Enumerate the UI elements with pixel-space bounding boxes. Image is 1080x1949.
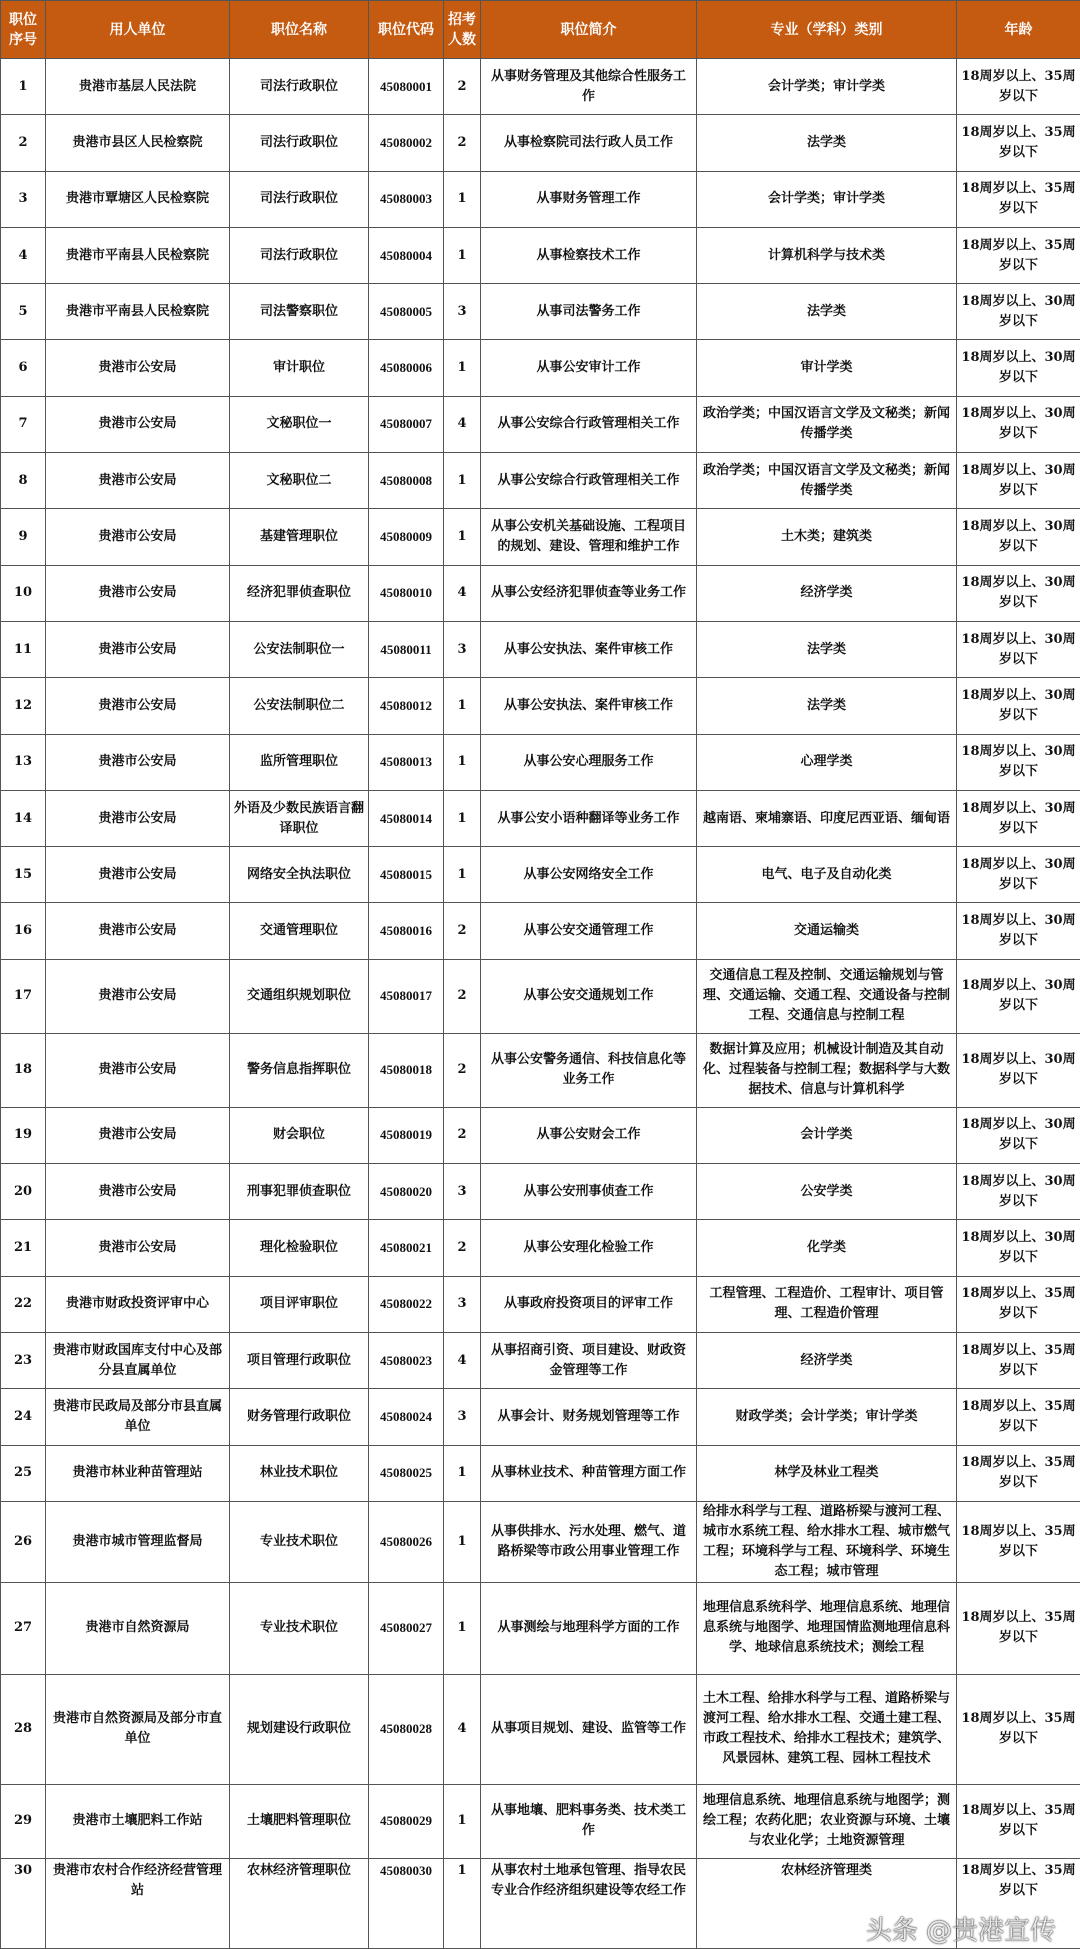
cell-age: 18周岁以上、30周岁以下	[957, 734, 1080, 790]
cell-position: 司法行政职位	[230, 115, 369, 171]
cell-desc: 从事检察技术工作	[481, 227, 697, 283]
cell-age: 18周岁以上、30周岁以下	[957, 1107, 1080, 1163]
cell-position: 文秘职位一	[230, 396, 369, 452]
cell-count: 2	[444, 59, 481, 115]
cell-age: 18周岁以上、35周岁以下	[957, 1582, 1080, 1674]
cell-count: 1	[444, 734, 481, 790]
cell-count: 1	[444, 1784, 481, 1858]
table-row	[1, 1332, 1080, 1388]
cell-count: 1	[444, 1582, 481, 1674]
table-row	[1, 227, 1080, 283]
cell-seq: 5	[1, 284, 46, 340]
cell-age: 18周岁以上、30周岁以下	[957, 284, 1080, 340]
cell-code: 45080019	[369, 1107, 444, 1163]
table-row	[1, 396, 1080, 452]
cell-desc: 从事测绘与地理科学方面的工作	[481, 1582, 697, 1674]
cell-major: 法学类	[697, 621, 957, 677]
cell-unit: 贵港市公安局	[46, 1033, 230, 1107]
cell-desc: 从事项目规划、建设、监管等工作	[481, 1674, 697, 1784]
cell-desc: 从事公安综合行政管理相关工作	[481, 453, 697, 509]
cell-code: 45080005	[369, 284, 444, 340]
cell-position: 专业技术职位	[230, 1501, 369, 1582]
cell-age: 18周岁以上、30周岁以下	[957, 509, 1080, 565]
cell-unit: 贵港市财政国库支付中心及部分县直属单位	[46, 1332, 230, 1388]
cell-position: 司法警察职位	[230, 284, 369, 340]
cell-code: 45080020	[369, 1164, 444, 1220]
cell-count: 4	[444, 1332, 481, 1388]
cell-major: 政治学类；中国汉语言文学及文秘类；新闻传播学类	[697, 396, 957, 452]
cell-code: 45080008	[369, 453, 444, 509]
cell-desc: 从事林业技术、种苗管理方面工作	[481, 1445, 697, 1501]
table-row	[1, 1276, 1080, 1332]
cell-count: 4	[444, 396, 481, 452]
cell-count: 2	[444, 1220, 481, 1276]
cell-major: 计算机科学与技术类	[697, 227, 957, 283]
cell-seq: 14	[1, 790, 46, 846]
cell-major: 给排水科学与工程、道路桥梁与渡河工程、城市水系统工程、给水排水工程、城市燃气工程；环境科学与工程、环境科学、环境生态工程；城市管理	[697, 1501, 957, 1582]
cell-seq: 20	[1, 1164, 46, 1220]
cell-major: 经济学类	[697, 565, 957, 621]
cell-major: 财政学类；会计学类；审计学类	[697, 1389, 957, 1445]
cell-position: 土壤肥料管理职位	[230, 1784, 369, 1858]
table-row	[1, 453, 1080, 509]
cell-seq: 1	[1, 59, 46, 115]
table-row	[1, 1674, 1080, 1784]
cell-code: 45080021	[369, 1220, 444, 1276]
cell-unit: 贵港市财政投资评审中心	[46, 1276, 230, 1332]
cell-unit: 贵港市公安局	[46, 959, 230, 1033]
cell-position: 财会职位	[230, 1107, 369, 1163]
cell-count: 1	[444, 678, 481, 734]
cell-code: 45080028	[369, 1674, 444, 1784]
cell-position: 监所管理职位	[230, 734, 369, 790]
cell-unit: 贵港市土壤肥料工作站	[46, 1784, 230, 1858]
table-row	[1, 1389, 1080, 1445]
cell-age: 18周岁以上、35周岁以下	[957, 1389, 1080, 1445]
cell-age: 18周岁以上、30周岁以下	[957, 565, 1080, 621]
cell-unit: 贵港市自然资源局及部分市直单位	[46, 1674, 230, 1784]
cell-major: 法学类	[697, 678, 957, 734]
table-row	[1, 340, 1080, 396]
cell-desc: 从事司法警务工作	[481, 284, 697, 340]
cell-unit: 贵港市林业种苗管理站	[46, 1445, 230, 1501]
table-row	[1, 678, 1080, 734]
cell-position: 文秘职位二	[230, 453, 369, 509]
cell-seq: 2	[1, 115, 46, 171]
cell-seq: 27	[1, 1582, 46, 1674]
cell-unit: 贵港市平南县人民检察院	[46, 284, 230, 340]
header-count: 招考人数	[444, 1, 481, 59]
cell-position: 理化检验职位	[230, 1220, 369, 1276]
cell-seq: 16	[1, 903, 46, 959]
cell-major: 会计学类	[697, 1107, 957, 1163]
cell-major: 会计学类；审计学类	[697, 59, 957, 115]
cell-code: 45080006	[369, 340, 444, 396]
cell-seq: 3	[1, 171, 46, 227]
cell-major: 地理信息系统、地理信息系统与地图学；测绘工程；农药化肥；农业资源与环境、土壤与农业化学；土地资源管理	[697, 1784, 957, 1858]
header-age: 年龄	[957, 1, 1080, 59]
cell-age: 18周岁以上、35周岁以下	[957, 59, 1080, 115]
cell-unit: 贵港市公安局	[46, 1220, 230, 1276]
header-major: 专业（学科）类别	[697, 1, 957, 59]
cell-age: 18周岁以上、35周岁以下	[957, 1784, 1080, 1858]
cell-age: 18周岁以上、30周岁以下	[957, 678, 1080, 734]
cell-count: 1	[444, 1445, 481, 1501]
cell-position: 项目评审职位	[230, 1276, 369, 1332]
cell-major: 公安学类	[697, 1164, 957, 1220]
cell-age: 18周岁以上、35周岁以下	[957, 1674, 1080, 1784]
cell-unit: 贵港市公安局	[46, 453, 230, 509]
cell-major: 林学及林业工程类	[697, 1445, 957, 1501]
cell-position: 刑事犯罪侦查职位	[230, 1164, 369, 1220]
cell-unit: 贵港市公安局	[46, 1107, 230, 1163]
table-row	[1, 959, 1080, 1033]
cell-major: 交通信息工程及控制、交通运输规划与管理、交通运输、交通工程、交通设备与控制工程、交通信息与控制工程	[697, 959, 957, 1033]
cell-count: 1	[444, 171, 481, 227]
table-row	[1, 171, 1080, 227]
cell-desc: 从事公安交通规划工作	[481, 959, 697, 1033]
cell-unit: 贵港市基层人民法院	[46, 59, 230, 115]
cell-age: 18周岁以上、30周岁以下	[957, 396, 1080, 452]
cell-position: 项目管理行政职位	[230, 1332, 369, 1388]
cell-seq: 28	[1, 1674, 46, 1784]
cell-seq: 4	[1, 227, 46, 283]
cell-code: 45080024	[369, 1389, 444, 1445]
table-row	[1, 790, 1080, 846]
cell-code: 45080023	[369, 1332, 444, 1388]
cell-position: 财务管理行政职位	[230, 1389, 369, 1445]
cell-unit: 贵港市农村合作经济经营管理站	[46, 1858, 230, 1948]
cell-major: 法学类	[697, 115, 957, 171]
cell-code: 45080013	[369, 734, 444, 790]
cell-code: 45080017	[369, 959, 444, 1033]
table-row	[1, 1220, 1080, 1276]
cell-unit: 贵港市县区人民检察院	[46, 115, 230, 171]
cell-major: 交通运输类	[697, 903, 957, 959]
cell-count: 1	[444, 340, 481, 396]
cell-unit: 贵港市城市管理监督局	[46, 1501, 230, 1582]
cell-count: 1	[444, 847, 481, 903]
table-row	[1, 1445, 1080, 1501]
cell-position: 审计职位	[230, 340, 369, 396]
cell-code: 45080027	[369, 1582, 444, 1674]
cell-count: 3	[444, 621, 481, 677]
cell-seq: 18	[1, 1033, 46, 1107]
cell-code: 45080010	[369, 565, 444, 621]
cell-count: 2	[444, 1107, 481, 1163]
cell-unit: 贵港市公安局	[46, 621, 230, 677]
cell-code: 45080014	[369, 790, 444, 846]
cell-unit: 贵港市覃塘区人民检察院	[46, 171, 230, 227]
cell-count: 2	[444, 115, 481, 171]
table-row	[1, 1164, 1080, 1220]
cell-desc: 从事公安网络安全工作	[481, 847, 697, 903]
cell-age: 18周岁以上、30周岁以下	[957, 1033, 1080, 1107]
cell-desc: 从事供排水、污水处理、燃气、道路桥梁等市政公用事业管理工作	[481, 1501, 697, 1582]
cell-position: 基建管理职位	[230, 509, 369, 565]
cell-major: 会计学类；审计学类	[697, 171, 957, 227]
table-row	[1, 1784, 1080, 1858]
cell-age: 18周岁以上、30周岁以下	[957, 621, 1080, 677]
cell-position: 专业技术职位	[230, 1582, 369, 1674]
table-row	[1, 621, 1080, 677]
cell-major: 工程管理、工程造价、工程审计、项目管理、工程造价管理	[697, 1276, 957, 1332]
header-seq: 职位序号	[1, 1, 46, 59]
header-position: 职位名称	[230, 1, 369, 59]
cell-seq: 22	[1, 1276, 46, 1332]
cell-seq: 8	[1, 453, 46, 509]
table-row	[1, 1033, 1080, 1107]
cell-position: 警务信息指挥职位	[230, 1033, 369, 1107]
cell-code: 45080029	[369, 1784, 444, 1858]
cell-major: 法学类	[697, 284, 957, 340]
cell-unit: 贵港市公安局	[46, 1164, 230, 1220]
cell-count: 3	[444, 1389, 481, 1445]
cell-count: 2	[444, 1033, 481, 1107]
cell-seq: 12	[1, 678, 46, 734]
cell-count: 4	[444, 1674, 481, 1784]
cell-age: 18周岁以上、30周岁以下	[957, 1164, 1080, 1220]
table-row	[1, 1107, 1080, 1163]
cell-code: 45080022	[369, 1276, 444, 1332]
cell-count: 3	[444, 284, 481, 340]
cell-code: 45080026	[369, 1501, 444, 1582]
header-code: 职位代码	[369, 1, 444, 59]
cell-seq: 25	[1, 1445, 46, 1501]
cell-desc: 从事地壤、肥料事务类、技术类工作	[481, 1784, 697, 1858]
cell-major: 化学类	[697, 1220, 957, 1276]
cell-desc: 从事公安综合行政管理相关工作	[481, 396, 697, 452]
cell-position: 交通管理职位	[230, 903, 369, 959]
cell-major: 土木工程、给排水科学与工程、道路桥梁与渡河工程、给水排水工程、交通土建工程、市政工程技术、给排水工程技术；建筑学、风景园林、建筑工程、园林工程技术	[697, 1674, 957, 1784]
cell-age: 18周岁以上、35周岁以下	[957, 1501, 1080, 1582]
table-row	[1, 734, 1080, 790]
cell-major: 心理学类	[697, 734, 957, 790]
cell-desc: 从事招商引资、项目建设、财政资金管理等工作	[481, 1332, 697, 1388]
cell-unit: 贵港市公安局	[46, 396, 230, 452]
cell-seq: 30	[1, 1858, 46, 1948]
cell-position: 司法行政职位	[230, 227, 369, 283]
cell-position: 农林经济管理职位	[230, 1858, 369, 1948]
cell-count: 1	[444, 453, 481, 509]
table-row	[1, 115, 1080, 171]
cell-major: 审计学类	[697, 340, 957, 396]
cell-position: 公安法制职位一	[230, 621, 369, 677]
cell-seq: 10	[1, 565, 46, 621]
cell-desc: 从事会计、财务规划管理等工作	[481, 1389, 697, 1445]
cell-code: 45080018	[369, 1033, 444, 1107]
cell-major: 土木类；建筑类	[697, 509, 957, 565]
cell-seq: 19	[1, 1107, 46, 1163]
cell-code: 45080003	[369, 171, 444, 227]
cell-position: 规划建设行政职位	[230, 1674, 369, 1784]
cell-position: 网络安全执法职位	[230, 847, 369, 903]
table-header-row	[1, 1, 1080, 59]
cell-desc: 从事公安交通管理工作	[481, 903, 697, 959]
cell-seq: 17	[1, 959, 46, 1033]
cell-code: 45080015	[369, 847, 444, 903]
table-row	[1, 509, 1080, 565]
header-desc: 职位简介	[481, 1, 697, 59]
cell-unit: 贵港市民政局及部分市县直属单位	[46, 1389, 230, 1445]
cell-code: 45080001	[369, 59, 444, 115]
cell-seq: 15	[1, 847, 46, 903]
cell-count: 1	[444, 790, 481, 846]
cell-desc: 从事公安财会工作	[481, 1107, 697, 1163]
cell-age: 18周岁以上、30周岁以下	[957, 903, 1080, 959]
cell-position: 外语及少数民族语言翻译职位	[230, 790, 369, 846]
table-row	[1, 284, 1080, 340]
cell-unit: 贵港市公安局	[46, 847, 230, 903]
cell-code: 45080007	[369, 396, 444, 452]
cell-seq: 26	[1, 1501, 46, 1582]
cell-count: 2	[444, 903, 481, 959]
cell-desc: 从事公安小语种翻译等业务工作	[481, 790, 697, 846]
cell-unit: 贵港市平南县人民检察院	[46, 227, 230, 283]
cell-desc: 从事公安经济犯罪侦查等业务工作	[481, 565, 697, 621]
cell-age: 18周岁以上、30周岁以下	[957, 959, 1080, 1033]
cell-unit: 贵港市公安局	[46, 678, 230, 734]
cell-count: 2	[444, 959, 481, 1033]
table-row	[1, 1501, 1080, 1582]
cell-unit: 贵港市公安局	[46, 340, 230, 396]
cell-code: 45080009	[369, 509, 444, 565]
cell-unit: 贵港市公安局	[46, 565, 230, 621]
cell-count: 1	[444, 1501, 481, 1582]
cell-seq: 21	[1, 1220, 46, 1276]
cell-position: 司法行政职位	[230, 59, 369, 115]
watermark: 头条 @贵港宣传	[866, 1916, 1056, 1946]
cell-count: 3	[444, 1164, 481, 1220]
cell-unit: 贵港市公安局	[46, 734, 230, 790]
cell-code: 45080012	[369, 678, 444, 734]
table-row	[1, 565, 1080, 621]
cell-desc: 从事公安心理服务工作	[481, 734, 697, 790]
cell-desc: 从事公安审计工作	[481, 340, 697, 396]
header-unit: 用人单位	[46, 1, 230, 59]
cell-code: 45080025	[369, 1445, 444, 1501]
table-row	[1, 59, 1080, 115]
cell-age: 18周岁以上、30周岁以下	[957, 1220, 1080, 1276]
cell-desc: 从事农村土地承包管理、指导农民专业合作经济组织建设等农经工作	[481, 1858, 697, 1948]
cell-code: 45080030	[369, 1858, 444, 1948]
cell-desc: 从事检察院司法行政人员工作	[481, 115, 697, 171]
cell-unit: 贵港市自然资源局	[46, 1582, 230, 1674]
cell-age: 18周岁以上、30周岁以下	[957, 340, 1080, 396]
cell-seq: 29	[1, 1784, 46, 1858]
cell-position: 林业技术职位	[230, 1445, 369, 1501]
cell-age: 18周岁以上、35周岁以下	[957, 171, 1080, 227]
cell-age: 18周岁以上、35周岁以下	[957, 1858, 1080, 1948]
cell-position: 交通组织规划职位	[230, 959, 369, 1033]
cell-position: 公安法制职位二	[230, 678, 369, 734]
cell-major: 政治学类；中国汉语言文学及文秘类；新闻传播学类	[697, 453, 957, 509]
cell-unit: 贵港市公安局	[46, 790, 230, 846]
cell-age: 18周岁以上、35周岁以下	[957, 115, 1080, 171]
cell-code: 45080016	[369, 903, 444, 959]
cell-age: 18周岁以上、30周岁以下	[957, 453, 1080, 509]
cell-count: 3	[444, 1276, 481, 1332]
cell-major: 电气、电子及自动化类	[697, 847, 957, 903]
cell-major: 数据计算及应用；机械设计制造及其自动化、过程装备与控制工程；数据科学与大数据技术、信息与计算机科学	[697, 1033, 957, 1107]
cell-desc: 从事财务管理及其他综合性服务工作	[481, 59, 697, 115]
cell-desc: 从事政府投资项目的评审工作	[481, 1276, 697, 1332]
cell-seq: 13	[1, 734, 46, 790]
cell-age: 18周岁以上、35周岁以下	[957, 1332, 1080, 1388]
cell-seq: 9	[1, 509, 46, 565]
cell-desc: 从事财务管理工作	[481, 171, 697, 227]
cell-desc: 从事公安执法、案件审核工作	[481, 621, 697, 677]
cell-code: 45080002	[369, 115, 444, 171]
table-row	[1, 1582, 1080, 1674]
cell-unit: 贵港市公安局	[46, 903, 230, 959]
cell-seq: 11	[1, 621, 46, 677]
cell-major: 经济学类	[697, 1332, 957, 1388]
cell-desc: 从事公安刑事侦查工作	[481, 1164, 697, 1220]
cell-seq: 24	[1, 1389, 46, 1445]
cell-major: 地理信息系统科学、地理信息系统、地理信息系统与地图学、地理国情监测地理信息科学、地球信息系统技术；测绘工程	[697, 1582, 957, 1674]
cell-code: 45080011	[369, 621, 444, 677]
cell-seq: 6	[1, 340, 46, 396]
cell-age: 18周岁以上、35周岁以下	[957, 1276, 1080, 1332]
cell-count: 1	[444, 509, 481, 565]
cell-position: 司法行政职位	[230, 171, 369, 227]
cell-seq: 7	[1, 396, 46, 452]
cell-desc: 从事公安警务通信、科技信息化等业务工作	[481, 1033, 697, 1107]
cell-age: 18周岁以上、35周岁以下	[957, 1445, 1080, 1501]
table-row	[1, 903, 1080, 959]
cell-desc: 从事公安执法、案件审核工作	[481, 678, 697, 734]
cell-count: 1	[444, 227, 481, 283]
cell-major: 农林经济管理类	[697, 1858, 957, 1948]
cell-seq: 23	[1, 1332, 46, 1388]
cell-age: 18周岁以上、30周岁以下	[957, 790, 1080, 846]
cell-count: 1	[444, 1858, 481, 1948]
cell-age: 18周岁以上、35周岁以下	[957, 227, 1080, 283]
cell-age: 18周岁以上、30周岁以下	[957, 847, 1080, 903]
cell-desc: 从事公安机关基础设施、工程项目的规划、建设、管理和维护工作	[481, 509, 697, 565]
table-body	[1, 59, 1080, 1949]
cell-code: 45080004	[369, 227, 444, 283]
cell-desc: 从事公安理化检验工作	[481, 1220, 697, 1276]
cell-count: 4	[444, 565, 481, 621]
cell-unit: 贵港市公安局	[46, 509, 230, 565]
cell-position: 经济犯罪侦查职位	[230, 565, 369, 621]
table-row	[1, 847, 1080, 903]
cell-major: 越南语、柬埔寨语、印度尼西亚语、缅甸语	[697, 790, 957, 846]
